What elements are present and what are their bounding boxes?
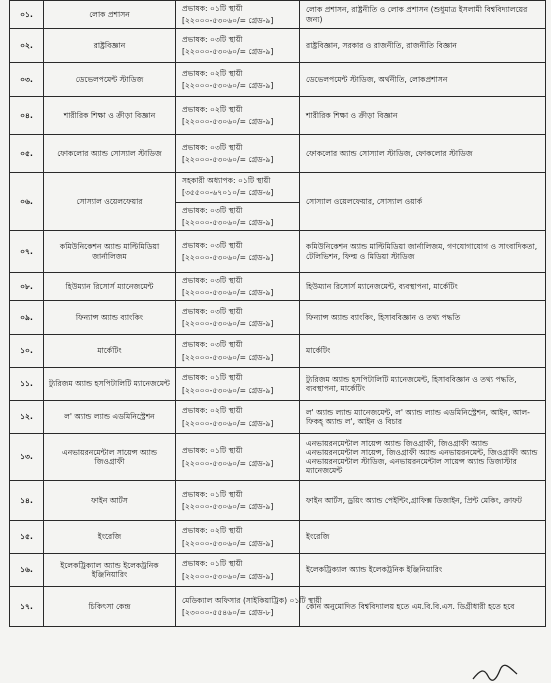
qualification-subjects-cell: ইলেকট্রিক্যাল অ্যান্ড ইলেকট্রনিক ইঞ্জিনিয়ারিং: [300, 554, 546, 587]
post-entry: [182, 526, 296, 548]
serial-cell: ১২.: [10, 401, 44, 434]
serial-cell: ০৫.: [10, 135, 44, 173]
department-cell: চিকিৎসা কেন্দ্র: [44, 587, 176, 627]
qualification-subjects-cell: ইংরেজি: [300, 521, 546, 554]
qualification-subjects-cell: ল' অ্যান্ড ল্যান্ড ম্যানেজমেন্ট, ল' অ্যান্ড ল্যান্ড এডমিনিস্ট্রেশন, আইন, আল-ফিকহ্‌ অ্যান্ড ল', আইন ও বিচার: [300, 401, 546, 434]
post-cell: [176, 434, 300, 481]
post-entry: [182, 35, 296, 57]
department-cell: সোস্যাল ওয়েলফেয়ার: [44, 173, 176, 231]
department-cell: ইলেকট্রিক্যাল অ্যান্ড ইলেকট্রনিক ইঞ্জিনিয়ারিং: [44, 554, 176, 587]
post-cell: [176, 554, 300, 587]
serial-cell: ১০.: [10, 335, 44, 368]
table-row: [10, 135, 546, 173]
post-entry: [182, 595, 322, 618]
table-row: [10, 434, 546, 481]
qualification-subjects-cell: মার্কেটিং: [300, 335, 546, 368]
post-title: প্রভাষক: ০১টি স্থায়ী: [182, 3, 243, 13]
qualification-subjects-cell: ট্যুরিজম অ্যান্ড হসপিটালিটি ম্যানেজমেন্ট, হিসাববিজ্ঞান ও তথ্য পদ্ধতি, ব্যবস্থাপনা, মার্কেটিং: [300, 368, 546, 401]
table-row: [10, 521, 546, 554]
serial-cell: ১৬.: [10, 554, 44, 587]
vacancy-table-body: [10, 1, 546, 627]
department-cell: রাষ্ট্রবিজ্ঞান: [44, 29, 176, 63]
serial-cell: ০৭.: [10, 231, 44, 273]
post-title: প্রভাষক: ০১টি স্থায়ী: [182, 446, 243, 456]
post-entry: [182, 241, 296, 263]
table-row: [10, 173, 546, 231]
post-entry: [182, 373, 296, 395]
pay-scale: [২২০০০-৫৩০৬০/= গ্রেড-৯]: [182, 385, 274, 395]
post-title: প্রভাষক: ০১টি স্থায়ী: [182, 373, 243, 383]
qualification-subjects-cell: ফিন্যান্স অ্যান্ড ব্যাংকিং, হিসাববিজ্ঞান ও তথ্য পদ্ধতি: [300, 301, 546, 335]
serial-cell: ০৩.: [10, 63, 44, 97]
post-cell: [176, 587, 322, 627]
post-cell: [176, 29, 300, 63]
post-title: প্রভাষক: ০২টি স্থায়ী: [182, 526, 243, 536]
pay-scale: [৩৫৫০০-৬৭০১০/= গ্রেড-৬]: [182, 188, 274, 198]
serial-cell: ১৪.: [10, 481, 44, 521]
serial-cell: ১৩.: [10, 434, 44, 481]
pay-scale: [২২০০০-৫৩০৬০/= গ্রেড-৯]: [182, 502, 274, 511]
serial-cell: ০২.: [10, 29, 44, 63]
pay-scale: [২২০০০-৫৩০৬০/= গ্রেড-৯]: [182, 16, 274, 25]
table-row: [10, 335, 546, 368]
table-row: [10, 368, 546, 401]
pay-scale: [২২০০০-৫৩০৬০/= গ্রেড-৯]: [182, 538, 274, 548]
serial-cell: ০৯.: [10, 301, 44, 335]
post-cell: [176, 368, 300, 401]
post-title: প্রভাষক: ০৩টি স্থায়ী: [182, 340, 243, 350]
pay-scale: [২২০০০-৫৩০৬০/= গ্রেড-৯]: [182, 352, 274, 362]
post-entry: [182, 406, 296, 428]
serial-cell: ০৪.: [10, 97, 44, 135]
qualification-subjects-cell: হিউম্যান রিসোর্স ম্যানেজমেন্ট, ব্যবস্থাপনা, মার্কেটিং: [300, 273, 546, 301]
pay-scale: [২২০০০-৫৩০৬০/= গ্রেড-৯]: [182, 458, 274, 468]
pay-scale: [২২০০০-৫৩০৬০/= গ্রেড-৯]: [182, 418, 274, 428]
post-cell: [176, 273, 300, 301]
post-cell: [176, 1, 300, 29]
post-entry: [182, 307, 296, 329]
department-cell: মার্কেটিং: [44, 335, 176, 368]
post-entry: [182, 490, 296, 512]
vacancy-table: [9, 0, 546, 627]
pay-scale: [২৩০০০-৫৫৪৬০/= গ্রেড-৮]: [182, 608, 274, 617]
post-cell: [176, 401, 300, 434]
serial-cell: ০৮.: [10, 273, 44, 301]
pay-scale: [২২০০০-৫৩০৬০/= গ্রেড-৯]: [182, 288, 274, 297]
post-title: প্রভাষক: ০৩টি স্থায়ী: [182, 34, 243, 44]
qualification-subjects-cell: রাষ্ট্রবিজ্ঞান, সরকার ও রাজনীতি, রাজনীতি বিজ্ঞান: [300, 29, 546, 63]
department-cell: হিউম্যান রিসোর্স ম্যানেজমেন্ট: [44, 273, 176, 301]
pay-scale: [২২০০০-৫৩০৬০/= গ্রেড-৯]: [182, 47, 274, 56]
qualification-subjects-cell: শারীরিক শিক্ষা ও ক্রীড়া বিজ্ঞান: [300, 97, 546, 135]
post-entry: [182, 143, 296, 165]
post-entry: [176, 202, 299, 228]
post-entry: [182, 446, 296, 468]
table-row: [10, 1, 546, 29]
post-title: প্রভাষক: ০২টি স্থায়ী: [182, 104, 243, 114]
table-row: [10, 63, 546, 97]
post-title: প্রভাষক: ০২টি স্থায়ী: [182, 406, 243, 416]
department-cell: শারীরিক শিক্ষা ও ক্রীড়া বিজ্ঞান: [44, 97, 176, 135]
table-row: [10, 231, 546, 273]
post-entry: [182, 4, 296, 26]
post-cell: [176, 63, 300, 97]
post-cell: [176, 135, 300, 173]
post-entry: [182, 276, 296, 298]
signature-mark: [470, 664, 520, 682]
table-row: [10, 97, 546, 135]
pay-scale: [২২০০০-৫৩০৬০/= গ্রেড-৯]: [182, 571, 274, 581]
table-row: [10, 554, 546, 587]
post-entry: [182, 340, 296, 362]
post-entry: [182, 559, 296, 581]
department-cell: ইংরেজি: [44, 521, 176, 554]
department-cell: লোক প্রশাসন: [44, 1, 176, 29]
post-title: প্রভাষক: ০১টি স্থায়ী: [182, 559, 243, 569]
qualification-subjects-cell: সোস্যাল ওয়েলফেয়ার, সোস্যাল ওয়ার্ক: [300, 173, 546, 231]
pay-scale: [২২০০০-৫৩০৬০/= গ্রেড-৯]: [182, 319, 274, 328]
post-entry: [182, 176, 296, 198]
serial-cell: ০১.: [10, 1, 44, 29]
qualification-subjects-cell: কোন অনুমোদিত বিশ্ববিদ্যালয় হতে এম.বি.বি.এস. ডিগ্রীধারী হতে হবে: [300, 587, 546, 627]
post-title: প্রভাষক: ০২টি স্থায়ী: [182, 68, 243, 78]
post-cell: [176, 97, 300, 135]
table-row: [10, 587, 546, 627]
qualification-subjects-cell: ফাইন আর্টস, ড্রয়িং অ্যান্ড পেইন্টিং,গ্রাফিক্স ডিজাইন, প্রিন্ট মেকিং, ক্রাফট: [300, 481, 546, 521]
department-cell: ফিন্যান্স অ্যান্ড ব্যাংকিং: [44, 301, 176, 335]
pay-scale: [২২০০০-৫৩০৬০/= গ্রেড-৯]: [182, 155, 274, 164]
table-row: [10, 401, 546, 434]
post-title: প্রভাষক: ০৩টি স্থায়ী: [182, 275, 243, 285]
department-cell: এনভায়রনমেন্টাল সায়েন্স অ্যান্ড জিওগ্রাফী: [44, 434, 176, 481]
department-cell: ফোকলোর অ্যান্ড সোস্যাল স্টাডিজ: [44, 135, 176, 173]
post-entry: [182, 105, 296, 127]
table-row: [10, 29, 546, 63]
pay-scale: [২২০০০-৫৩০৬০/= গ্রেড-৯]: [182, 253, 274, 262]
post-title: প্রভাষক: ০৩টি স্থায়ী: [182, 142, 243, 152]
qualification-subjects-cell: লোক প্রশাসন, রাষ্ট্রনীতি ও লোক প্রশাসন (শুধুমাত্র ইসলামী বিশ্ববিদ্যালয়ের জন্য): [300, 1, 546, 29]
post-cell: [176, 301, 300, 335]
post-entry: [182, 69, 296, 91]
department-cell: কমিউনিকেশন অ্যান্ড মাল্টিমিডিয়া জার্নালিজম: [44, 231, 176, 273]
qualification-subjects-cell: কমিউনিকেশন অ্যান্ড মাল্টিমিডিয়া জার্নালিজম, গণযোগাযোগ ও সাংবাদিকতা, টেলিভিশন, ফিল্ম ও মিডিয়া স্টাডিজ: [300, 231, 546, 273]
post-title: প্রভাষক: ০৩টি স্থায়ী: [182, 205, 243, 215]
pay-scale: [২২০০০-৫৩০৬০/= গ্রেড-৯]: [182, 81, 274, 90]
post-title: মেডিক্যাল অফিসার (সাইকিয়াট্রিক) ০১টি স্থায়ী: [182, 595, 322, 605]
post-title: প্রভাষক: ০৩টি স্থায়ী: [182, 240, 243, 250]
serial-cell: ১৭.: [10, 587, 44, 627]
table-row: [10, 301, 546, 335]
qualification-subjects-cell: ডেভেলপমেন্ট স্টাডিজ, অর্থনীতি, লোকপ্রশাসন: [300, 63, 546, 97]
serial-cell: ১৫.: [10, 521, 44, 554]
qualification-subjects-cell: এনভায়রনমেন্টাল সায়েন্স অ্যান্ড জিওগ্রাফী, জিওগ্রাফী অ্যান্ড এনভায়রনমেন্টাল সায়েন্স, জিওগ্রাফী অ্যান্ড এনভায়রনমেন্ট, জিওগ্রাফী অ্যান্ড এনভায়রনমেন্টাল স্টাডিজ, এনভায়রনমেন্টাল সায়েন্স অ্যান্ড ডিজাস্টার ম্যানেজমেন্ট: [300, 434, 546, 481]
post-title: প্রভাষক: ০১টি স্থায়ী: [182, 489, 243, 499]
serial-cell: ০৬.: [10, 173, 44, 231]
department-cell: ফাইন আর্টস: [44, 481, 176, 521]
post-cell: [176, 231, 300, 273]
table-row: [10, 273, 546, 301]
post-title: সহকারী অধ্যাপক: ০১টি স্থায়ী: [182, 176, 271, 185]
department-cell: ডেভেলপমেন্ট স্টাডিজ: [44, 63, 176, 97]
qualification-subjects-cell: ফোকলোর অ্যান্ড সোস্যাল স্টাডিজ, ফোকলোর স্টাডিজ: [300, 135, 546, 173]
post-cell: [176, 481, 300, 521]
department-cell: ট্যুরিজম অ্যান্ড হসপিটালিটি ম্যানেজমেন্ট: [44, 368, 176, 401]
pay-scale: [২২০০০-৫৩০৬০/= গ্রেড-৯]: [182, 117, 274, 126]
department-cell: ল' অ্যান্ড ল্যান্ড এডমিনিস্ট্রেশন: [44, 401, 176, 434]
post-title: প্রভাষক: ০৩টি স্থায়ী: [182, 306, 243, 316]
table-row: [10, 481, 546, 521]
pay-scale: [২২০০০-৫৩০৬০/= গ্রেড-৯]: [182, 217, 274, 227]
post-cell: [176, 173, 300, 231]
post-cell: [176, 335, 300, 368]
serial-cell: ১১.: [10, 368, 44, 401]
post-cell: [176, 521, 300, 554]
